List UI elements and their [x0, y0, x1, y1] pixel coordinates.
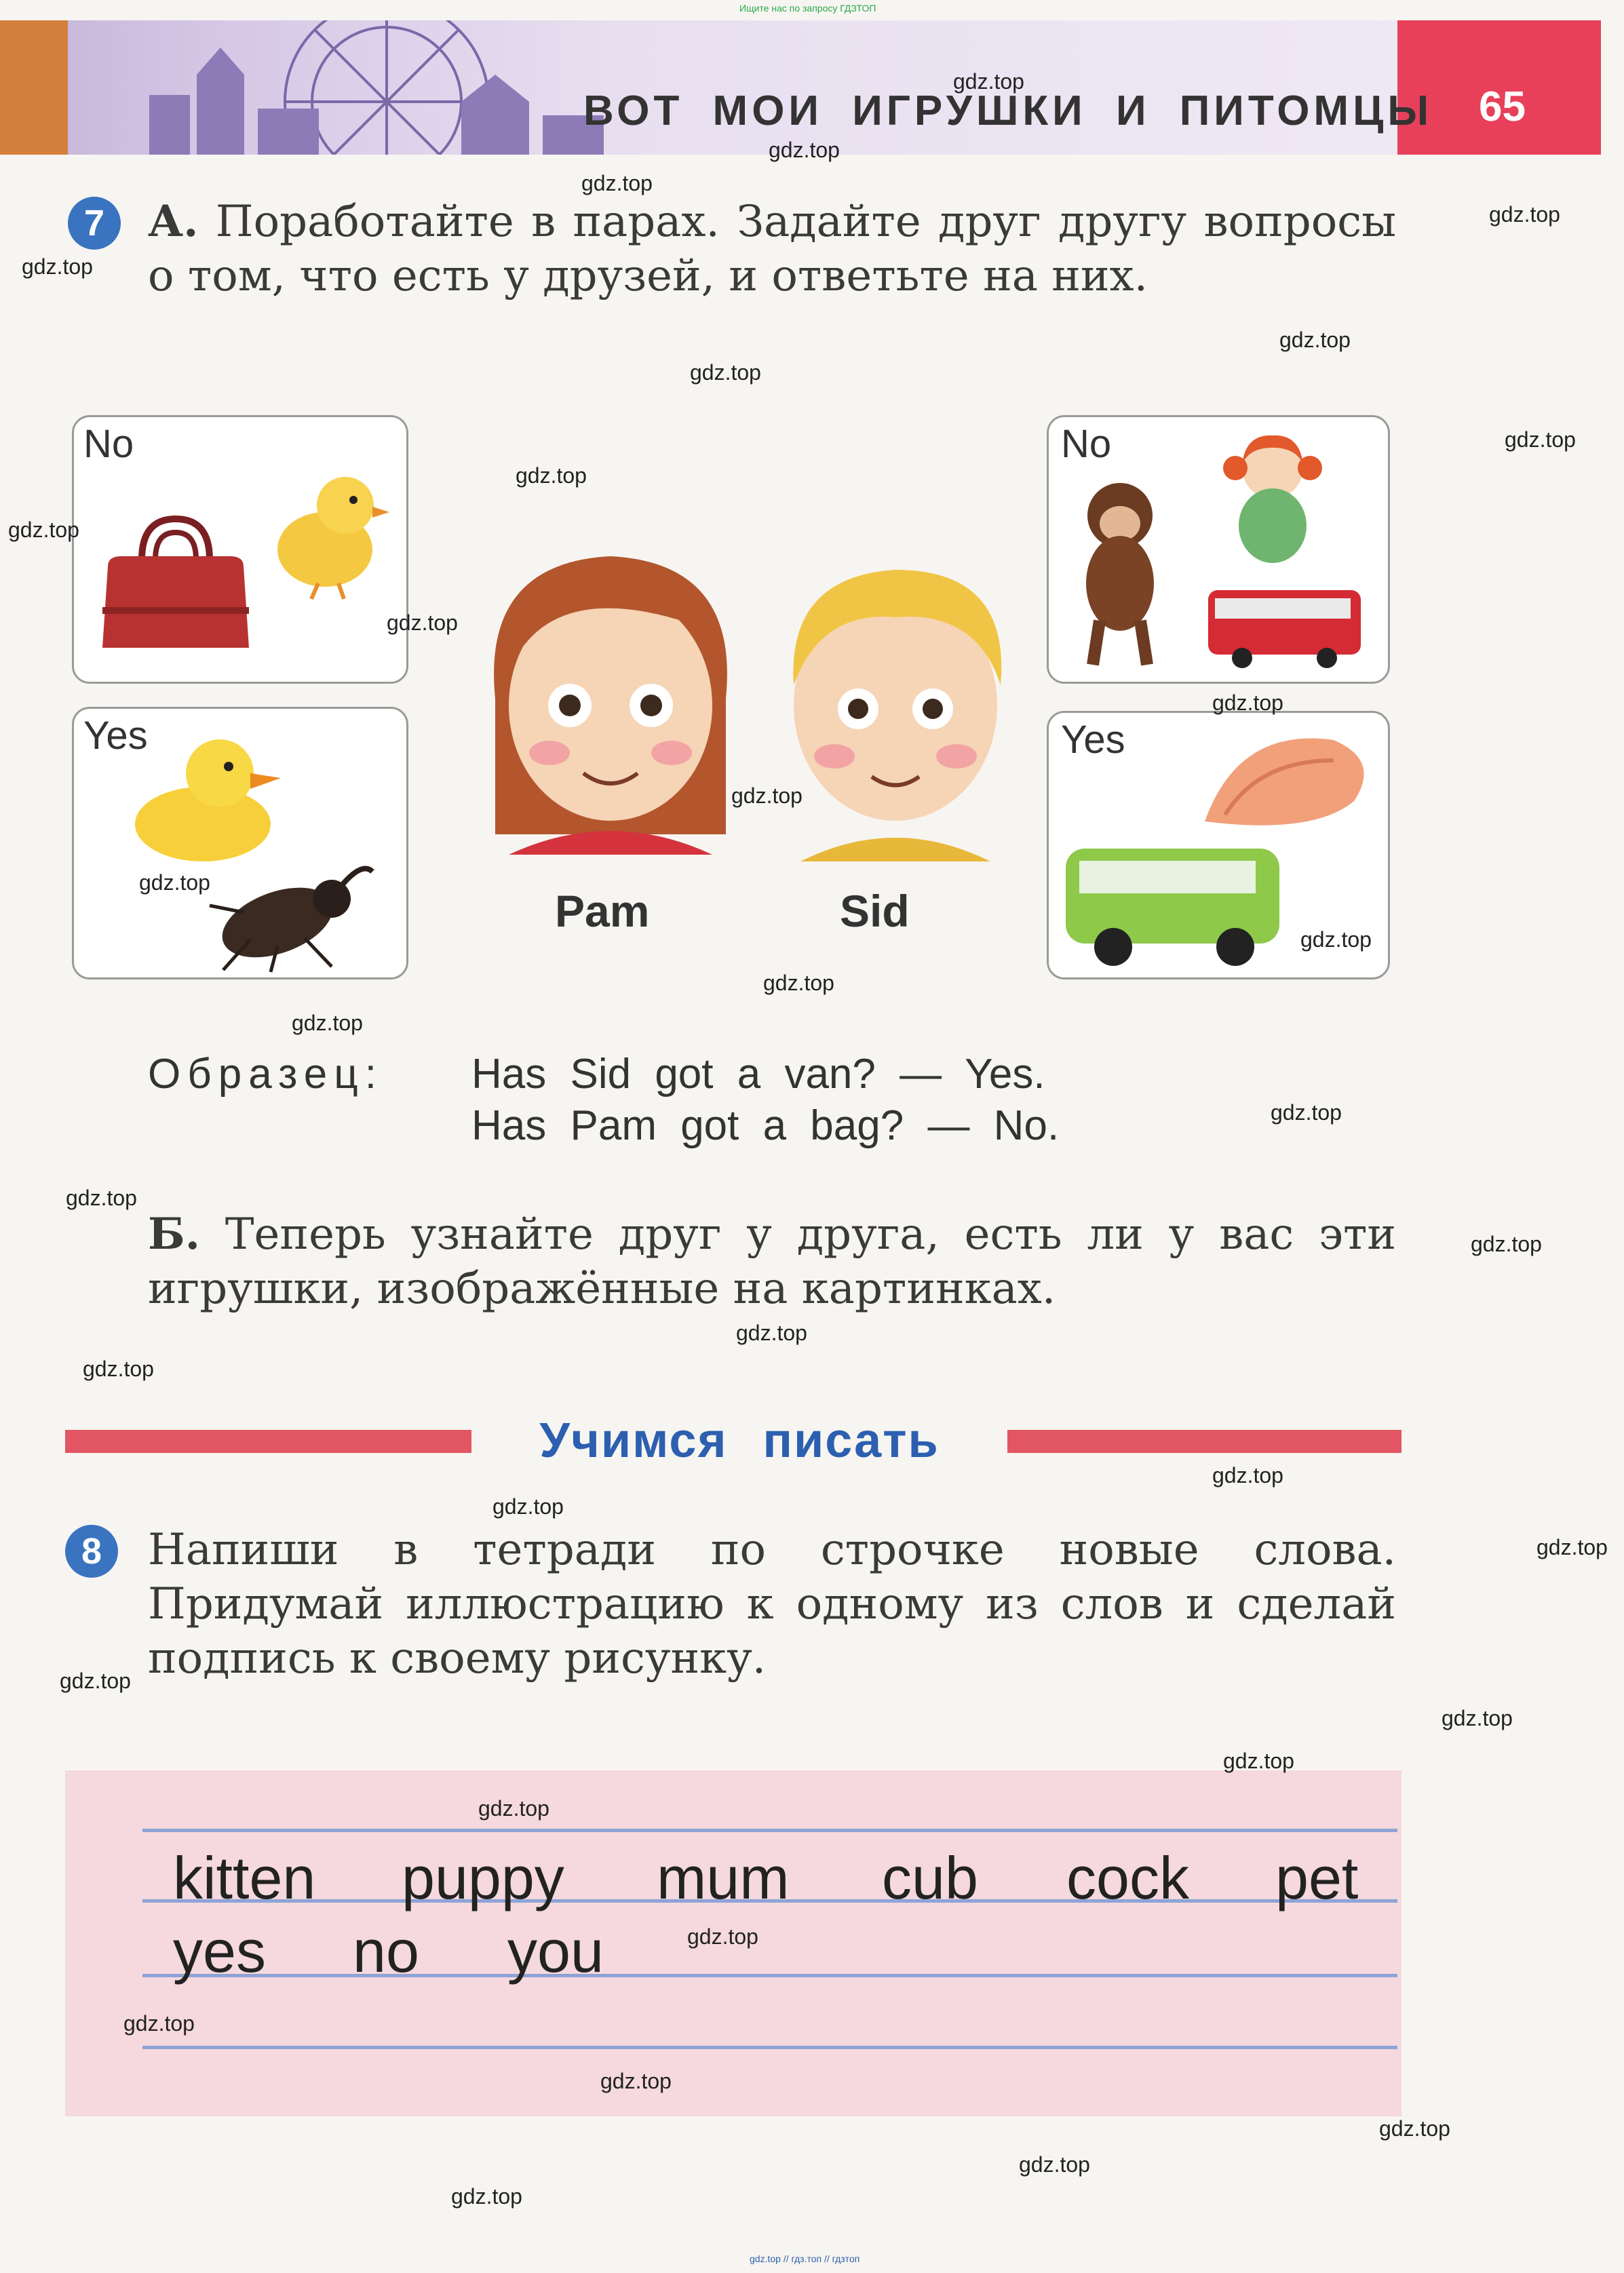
sample-label: [148, 1050, 383, 1098]
word-kitten: kitten: [173, 1844, 316, 1911]
sample-line-1: Has Sid got a van? — Yes.: [471, 1051, 1045, 1097]
part-a-text: Поработайте в парах. Задайте друг другу вопросы о том, что есть у друзей, и ответьте на них.: [148, 197, 1397, 301]
word-pet: pet: [1275, 1844, 1359, 1911]
pam-yes-box: [72, 707, 408, 979]
watermark: gdz.top: [1489, 202, 1560, 227]
section-title-wrap: [471, 1407, 1007, 1475]
watermark: gdz.top: [123, 2011, 195, 2036]
duck-toy-icon: [128, 729, 284, 865]
bottom-note: gdz.top // гдз.топ // гдзтоп: [750, 2253, 860, 2264]
watermark: gdz.top: [1212, 1463, 1283, 1488]
beetle-icon: [203, 858, 379, 973]
section-title: Учимся писать: [539, 1414, 940, 1468]
watermark: gdz.top: [731, 783, 803, 808]
watermark: gdz.top: [690, 360, 761, 385]
doll-icon: [1215, 427, 1330, 570]
watermark: gdz.top: [22, 254, 93, 279]
watermark: gdz.top: [1271, 1100, 1342, 1125]
sid-yes-label: Yes: [1061, 718, 1125, 762]
sample-word: Образец:: [148, 1051, 383, 1097]
watermark: gdz.top: [387, 610, 458, 635]
part-b-text: Теперь узнайте друг у друга, есть ли у вас эти игрушки, изображённые на картинках.: [148, 1209, 1397, 1314]
word-mum: mum: [657, 1844, 790, 1911]
watermark: gdz.top: [953, 69, 1024, 94]
sid-boy-illustration: [760, 536, 1031, 861]
guide-line: [142, 2046, 1397, 2049]
word-yes: yes: [173, 1918, 266, 1985]
part-a-letter: А.: [148, 196, 199, 247]
guide-line: [142, 1974, 1397, 1977]
seashell-icon: [1198, 720, 1381, 842]
sid-no-box: [1047, 415, 1390, 684]
watermark: gdz.top: [60, 1669, 131, 1693]
header-left-strip: [0, 20, 68, 155]
word-puppy: puppy: [402, 1844, 564, 1911]
watermark: gdz.top: [8, 518, 79, 542]
watermark: gdz.top: [1505, 427, 1576, 452]
watermark: gdz.top: [1019, 2152, 1090, 2177]
word-cock: cock: [1066, 1844, 1189, 1911]
watermark: gdz.top: [736, 1321, 807, 1345]
task-8-badge: 8: [65, 1525, 118, 1578]
part-b-letter: Б.: [148, 1209, 200, 1260]
task-7b-text: [148, 1207, 1396, 1316]
word-no: no: [353, 1918, 419, 1985]
ferris-wheel-illustration: [142, 20, 617, 155]
pam-yes-label: Yes: [83, 714, 148, 758]
word-cub: cub: [882, 1844, 978, 1911]
watermark: gdz.top: [66, 1186, 137, 1210]
sid-name-label: Sid: [840, 886, 910, 936]
watermark: gdz.top: [581, 171, 653, 195]
watermark: gdz.top: [1379, 2116, 1450, 2141]
watermark: gdz.top: [1223, 1749, 1294, 1773]
watermark: gdz.top: [1442, 1706, 1513, 1730]
chick-icon: [264, 458, 393, 600]
chapter-title: ВОТ МОИ ИГРУШКИ И ПИТОМЦЫ: [583, 88, 1433, 134]
task-7a-text: [148, 195, 1396, 303]
pam-no-label: No: [83, 422, 134, 466]
pam-no-box: [72, 415, 408, 684]
watermark: gdz.top: [1300, 927, 1372, 952]
handbag-icon: [94, 505, 257, 661]
pam-name-label: Pam: [555, 886, 650, 936]
watermark: gdz.top: [763, 971, 834, 995]
sid-no-label: No: [1061, 422, 1112, 466]
top-note: Ищите нас по запросу ГДЗТОП: [739, 3, 876, 14]
watermark: gdz.top: [451, 2184, 522, 2209]
watermark: gdz.top: [478, 1796, 549, 1821]
monkey-icon: [1062, 475, 1178, 672]
watermark: gdz.top: [1471, 1232, 1542, 1256]
task-7-badge: 7: [68, 197, 121, 250]
watermark: gdz.top: [139, 870, 210, 895]
watermark: gdz.top: [769, 138, 840, 162]
watermark: gdz.top: [292, 1011, 363, 1035]
word-you: you: [507, 1918, 604, 1985]
watermark: gdz.top: [516, 463, 587, 488]
watermark: gdz.top: [1536, 1535, 1608, 1559]
van-icon: [1062, 842, 1286, 971]
watermark: gdz.top: [1279, 328, 1351, 352]
watermark: gdz.top: [492, 1494, 564, 1519]
sample-line-2: Has Pam got a bag? — No.: [471, 1102, 1060, 1149]
guide-line: [142, 1829, 1397, 1832]
watermark: gdz.top: [600, 2069, 672, 2093]
watermark: gdz.top: [1212, 691, 1283, 715]
bus-icon: [1205, 583, 1368, 672]
page-number: 65: [1479, 83, 1526, 130]
task-8-text: Напиши в тетради по строчке новые слова. Придумай иллюстрацию к одному из слов и сделай подпись к своему рисунку.: [148, 1525, 1396, 1684]
watermark: gdz.top: [83, 1357, 154, 1381]
pam-girl-illustration: [468, 536, 753, 861]
watermark: gdz.top: [687, 1924, 758, 1949]
